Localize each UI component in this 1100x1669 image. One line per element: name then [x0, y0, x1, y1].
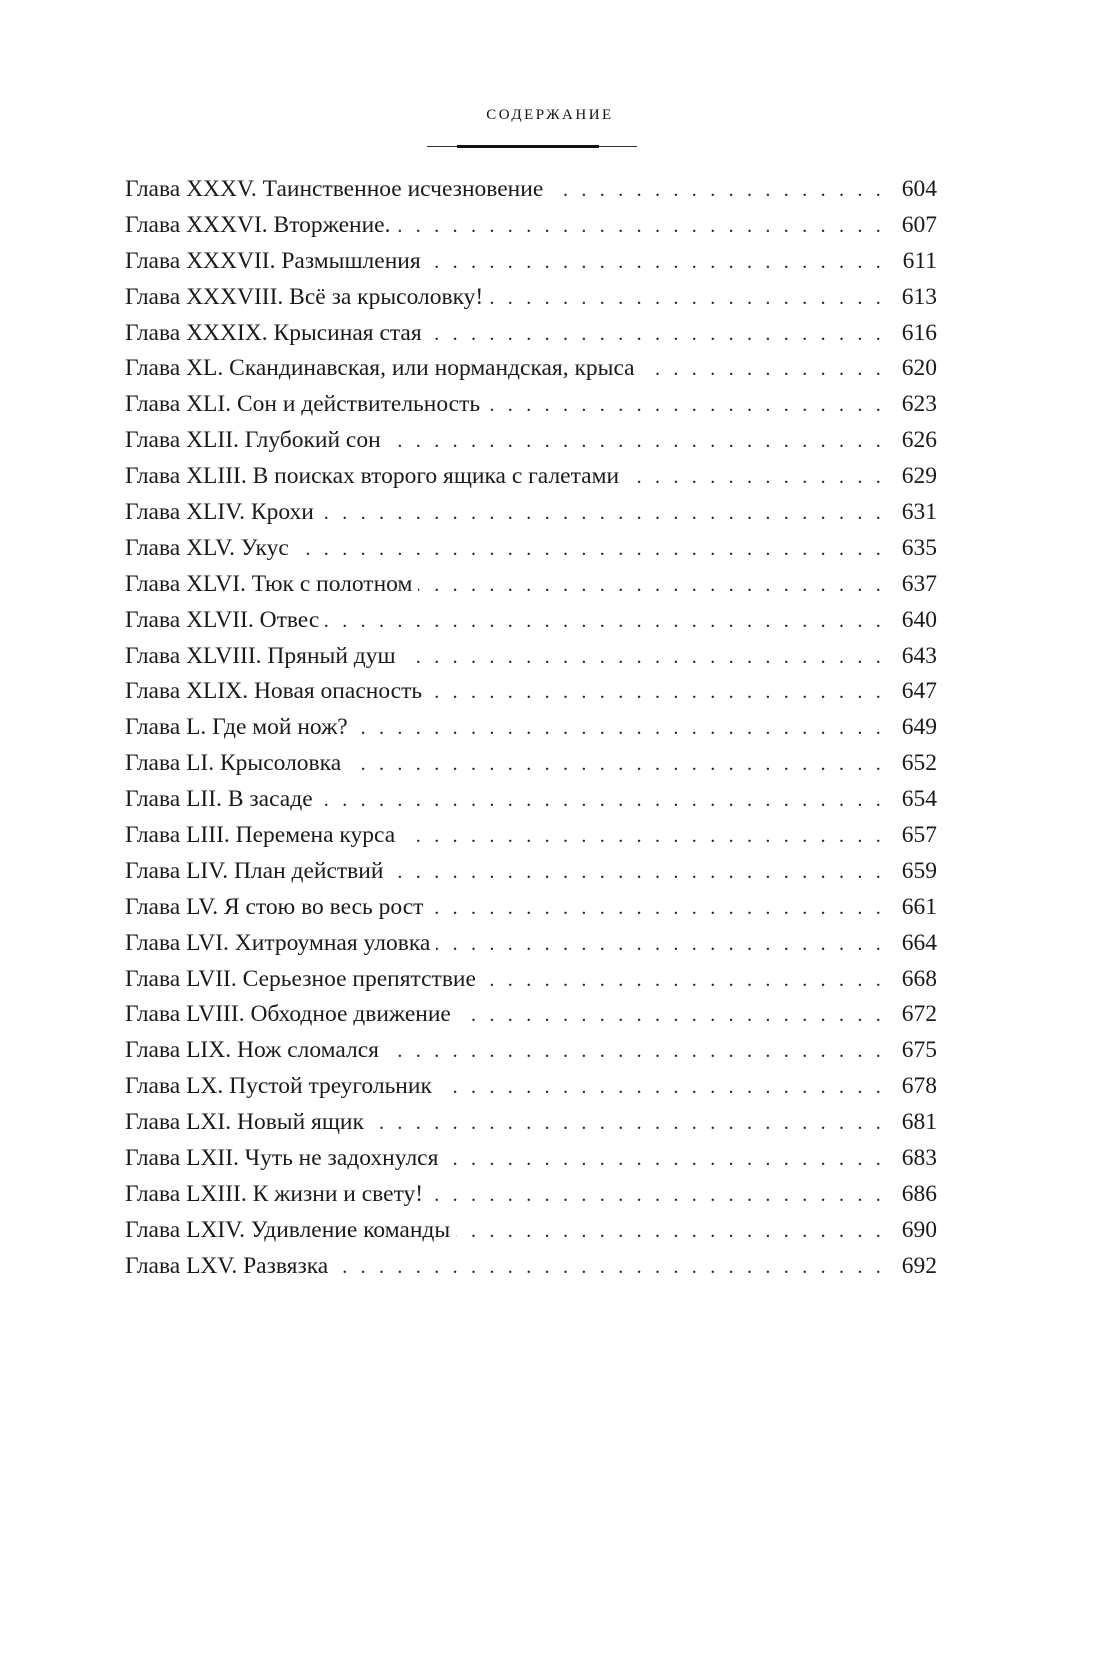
toc-dot-leader	[389, 855, 885, 891]
toc-entry-page-number: 611	[902, 247, 937, 274]
toc-entry	[125, 1177, 937, 1213]
toc-entry-page-number: 623	[901, 391, 937, 418]
toc-entry	[125, 244, 937, 280]
toc-dot-leader	[347, 747, 885, 783]
toc-entry-page-number: 690	[901, 1216, 937, 1243]
toc-entry-page-number: 649	[901, 714, 937, 741]
toc-entry-page-number: 607	[901, 211, 937, 238]
toc-dot-leader	[429, 891, 885, 927]
toc-dot-leader	[319, 783, 885, 819]
toc-entry-title: Глава XXXVII. Размышления	[125, 244, 427, 280]
toc-entry	[125, 1213, 937, 1249]
toc-entry-page-number: 657	[901, 822, 937, 849]
toc-dot-leader	[641, 352, 885, 388]
toc-entry-page-number: 635	[901, 534, 937, 561]
toc-entry-title: Глава XLVII. Отвес	[125, 603, 325, 639]
toc-entry-page-number: 626	[901, 427, 937, 454]
toc-entry	[125, 674, 937, 710]
toc-dot-leader	[489, 281, 885, 317]
toc-entry-title: Глава LVIII. Обходное движение	[125, 997, 457, 1033]
toc-dot-leader	[438, 1070, 885, 1106]
toc-entry-page-number: 686	[901, 1180, 937, 1207]
toc-entry	[125, 172, 937, 208]
toc-dot-leader	[457, 998, 885, 1034]
toc-dot-leader	[436, 927, 885, 963]
toc-dot-leader	[549, 173, 885, 209]
toc-entry-title: Глава LXV. Развязка	[125, 1249, 334, 1285]
toc-dot-leader	[401, 819, 885, 855]
toc-entry	[125, 1141, 937, 1177]
toc-entry	[125, 603, 937, 639]
toc-entry-title: Глава XLI. Сон и действительность	[125, 387, 486, 423]
toc-dot-leader	[418, 568, 885, 604]
toc-dot-leader	[427, 245, 885, 281]
toc-entry-page-number: 678	[901, 1073, 937, 1100]
toc-entry-title: Глава XL. Скандинавская, или нормандская, крыса	[125, 351, 641, 387]
toc-entry-page-number: 620	[901, 355, 937, 382]
table-of-contents	[125, 172, 937, 1285]
toc-entry	[125, 1249, 937, 1285]
toc-entry	[125, 1033, 937, 1069]
toc-entry	[125, 1069, 937, 1105]
toc-dot-leader	[482, 963, 885, 999]
toc-entry-page-number: 643	[901, 642, 937, 669]
toc-entry-title: Глава XLVI. Тюк с полотном	[125, 567, 418, 603]
toc-entry	[125, 710, 937, 746]
toc-dot-leader	[370, 1106, 885, 1142]
toc-entry-title: Глава LI. Крысоловка	[125, 746, 347, 782]
toc-entry-title: Глава XLV. Укус	[125, 531, 295, 567]
toc-entry	[125, 316, 937, 352]
toc-entry-title: Глава LVII. Серьезное препятствие	[125, 962, 482, 998]
toc-entry-page-number: 668	[901, 965, 937, 992]
toc-entry-title: Глава XLIV. Крохи	[125, 495, 320, 531]
toc-dot-leader	[396, 209, 885, 245]
toc-entry-page-number: 664	[901, 929, 937, 956]
toc-entry-title: Глава XLIII. В поисках второго ящика с галетами	[125, 459, 625, 495]
toc-dot-leader	[387, 424, 885, 460]
toc-dot-leader	[385, 1034, 885, 1070]
toc-entry-title: Глава LVI. Хитроумная уловка	[125, 926, 436, 962]
title-divider-thick	[457, 145, 599, 148]
toc-entry-page-number: 652	[901, 750, 937, 777]
toc-entry-page-number: 675	[901, 1037, 937, 1064]
toc-dot-leader	[429, 1178, 885, 1214]
toc-entry	[125, 1105, 937, 1141]
toc-entry	[125, 531, 937, 567]
toc-dot-leader	[402, 640, 885, 676]
toc-entry-page-number: 613	[901, 283, 937, 310]
toc-entry	[125, 818, 937, 854]
toc-entry	[125, 495, 937, 531]
toc-entry	[125, 280, 937, 316]
toc-entry-page-number: 661	[901, 893, 937, 920]
toc-entry	[125, 208, 937, 244]
toc-entry-title: Глава LIX. Нож сломался	[125, 1033, 385, 1069]
toc-entry-title: Глава LX. Пустой треугольник	[125, 1069, 438, 1105]
toc-entry-page-number: 647	[901, 678, 937, 705]
toc-entry	[125, 459, 937, 495]
toc-entry-title: Глава LIV. План действий	[125, 854, 389, 890]
toc-entry-title: Глава XXXIX. Крысиная стая	[125, 316, 428, 352]
toc-entry-title: Глава L. Где мой нож?	[125, 710, 354, 746]
toc-entry-page-number: 683	[901, 1145, 937, 1172]
toc-entry-title: Глава XLIX. Новая опасность	[125, 674, 428, 710]
toc-entry	[125, 782, 937, 818]
toc-entry	[125, 997, 937, 1033]
toc-entry-title: Глава XXXVIII. Всё за крысоловку!	[125, 280, 489, 316]
toc-entry-page-number: 654	[901, 786, 937, 813]
toc-entry-page-number: 659	[901, 857, 937, 884]
toc-dot-leader	[334, 1250, 885, 1286]
toc-entry-page-number: 616	[901, 319, 937, 346]
toc-entry-page-number: 681	[901, 1109, 937, 1136]
toc-entry	[125, 746, 937, 782]
toc-dot-leader	[486, 388, 885, 424]
toc-entry	[125, 926, 937, 962]
toc-dot-leader	[625, 460, 885, 496]
toc-entry-page-number: 692	[901, 1252, 937, 1279]
toc-entry-page-number: 640	[901, 606, 937, 633]
toc-dot-leader	[444, 1142, 885, 1178]
toc-dot-leader	[428, 675, 885, 711]
toc-entry-page-number: 604	[901, 176, 937, 202]
toc-entry-page-number: 637	[901, 570, 937, 597]
page-title: СОДЕРЖАНИЕ	[486, 107, 614, 123]
toc-dot-leader	[428, 317, 885, 353]
toc-entry-title: Глава LIII. Перемена курса	[125, 818, 401, 854]
toc-entry	[125, 567, 937, 603]
toc-entry	[125, 890, 937, 926]
toc-entry-page-number: 672	[901, 1001, 937, 1028]
toc-dot-leader	[320, 496, 885, 532]
toc-entry	[125, 962, 937, 998]
toc-entry-title: Глава LV. Я стою во весь рост	[125, 890, 429, 926]
toc-dot-leader	[295, 532, 885, 568]
toc-entry	[125, 854, 937, 890]
toc-dot-leader	[456, 1214, 885, 1250]
toc-entry	[125, 387, 937, 423]
toc-entry-title: Глава LXIII. К жизни и свету!	[125, 1177, 429, 1213]
toc-entry-title: Глава XXXVI. Вторжение.	[125, 208, 396, 244]
toc-entry	[125, 639, 937, 675]
toc-entry-title: Глава XLII. Глубокий сон	[125, 423, 387, 459]
toc-entry	[125, 423, 937, 459]
toc-entry	[125, 351, 937, 387]
toc-entry-page-number: 629	[901, 463, 937, 490]
toc-entry-title: Глава LXIV. Удивление команды	[125, 1213, 456, 1249]
toc-dot-leader	[354, 711, 885, 747]
toc-entry-title: Глава LXI. Новый ящик	[125, 1105, 370, 1141]
toc-entry-title: Глава XLVIII. Пряный душ	[125, 639, 402, 675]
toc-dot-leader	[325, 604, 885, 640]
toc-entry-title: Глава XXXV. Таинственное исчезновение	[125, 172, 549, 208]
toc-entry-title: Глава LII. В засаде	[125, 782, 319, 818]
toc-entry-title: Глава LXII. Чуть не задохнулся	[125, 1141, 444, 1177]
toc-entry-page-number: 631	[901, 499, 937, 526]
